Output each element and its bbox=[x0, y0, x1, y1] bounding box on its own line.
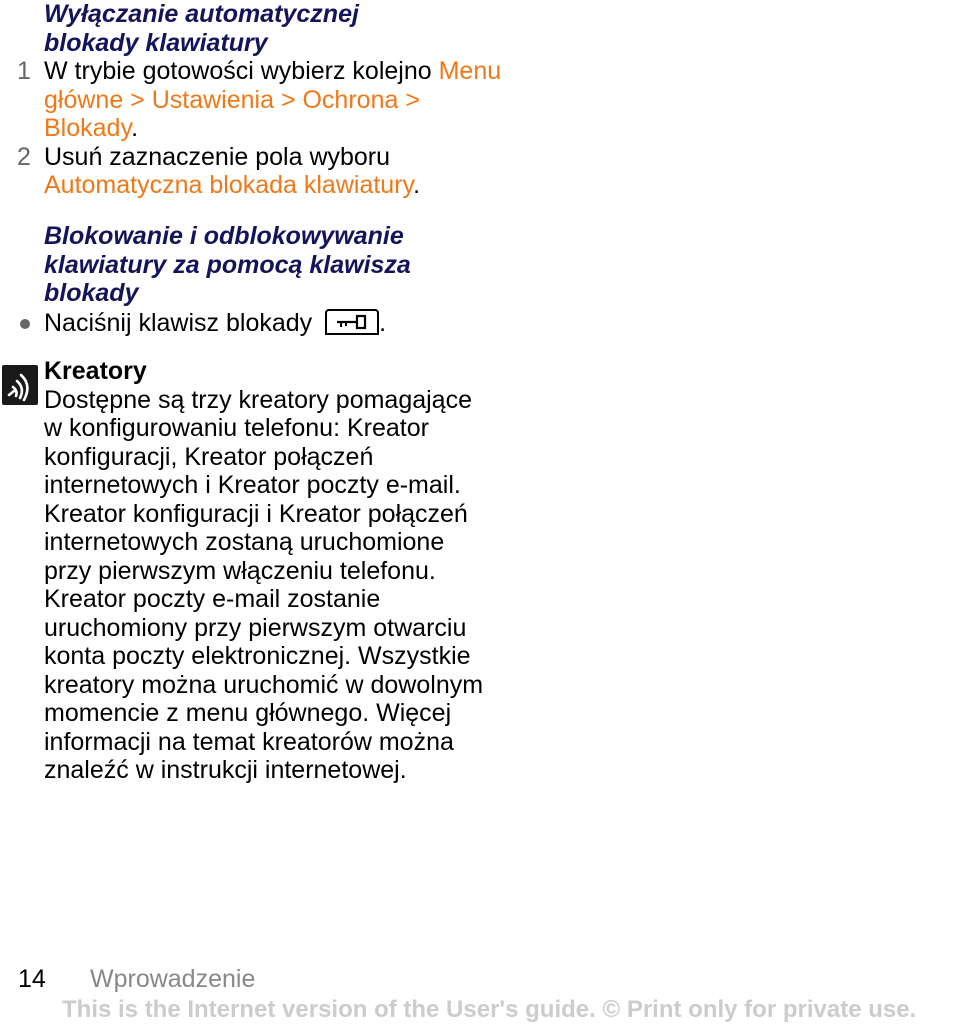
menu-path: Automatyczna blokada klawiatury bbox=[44, 171, 414, 199]
step-text: W trybie gotowości wybierz kolejno bbox=[44, 57, 439, 85]
heading-line: Blokowanie i odblokowywanie bbox=[44, 222, 404, 250]
heading-line: blokady klawiatury bbox=[44, 28, 268, 57]
bullet-icon bbox=[20, 319, 30, 329]
menu-path: Menu główne > Ustawienia > Ochrona > Blokady bbox=[44, 57, 502, 142]
heading-line: klawiatury za pomocą klawisza bbox=[44, 250, 411, 279]
step-text-end: . bbox=[413, 171, 421, 199]
section-heading bbox=[44, 222, 514, 308]
section-disable-auto-lock bbox=[17, 0, 514, 200]
page-number: 14 bbox=[18, 965, 46, 993]
heading-line: blokady bbox=[44, 279, 139, 307]
tip-box bbox=[44, 357, 484, 785]
step-1 bbox=[17, 57, 514, 143]
step-text: Usuń zaznaczenie pola wyboru bbox=[44, 142, 391, 171]
tip-icon bbox=[2, 365, 38, 405]
tip-body: Dostępne są trzy kreatory pomagające w konfigurowaniu telefonu: Kreator konfiguracji, Kreator połączeń internetowych i Kreator poczty e-mail. Kreator konfiguracji i Kreator połączeń internetowych zostaną uruchomione przy pierwszym włączeniu telefonu. Kreator poczty e-mail zostanie uruchomiony przy pierwszym otwarciu konta poczty elektronicznej. Wszystkie kreatory można uruchomić w dowolnym momencie z menu głównego. Więcej informacji na temat kreatorów można znaleźć w instrukcji internetowej. bbox=[44, 385, 484, 784]
section-heading bbox=[44, 0, 514, 57]
tip-title: Kreatory bbox=[44, 357, 147, 385]
heading-line: Wyłączanie automatycznej bbox=[44, 0, 359, 28]
bullet-end: . bbox=[379, 308, 387, 337]
bullet-item bbox=[44, 308, 514, 338]
step-2 bbox=[17, 142, 514, 200]
step-text-end: . bbox=[131, 114, 139, 142]
step-number: 2 bbox=[17, 142, 31, 171]
section-lock-key bbox=[44, 222, 514, 337]
lock-key-icon bbox=[325, 308, 379, 336]
step-number: 1 bbox=[17, 57, 31, 85]
bullet-text: Naciśnij klawisz blokady bbox=[44, 308, 313, 337]
section-name: Wprowadzenie bbox=[90, 965, 256, 993]
watermark-note: This is the Internet version of the User's guide. © Print only for private use. bbox=[62, 996, 917, 1023]
